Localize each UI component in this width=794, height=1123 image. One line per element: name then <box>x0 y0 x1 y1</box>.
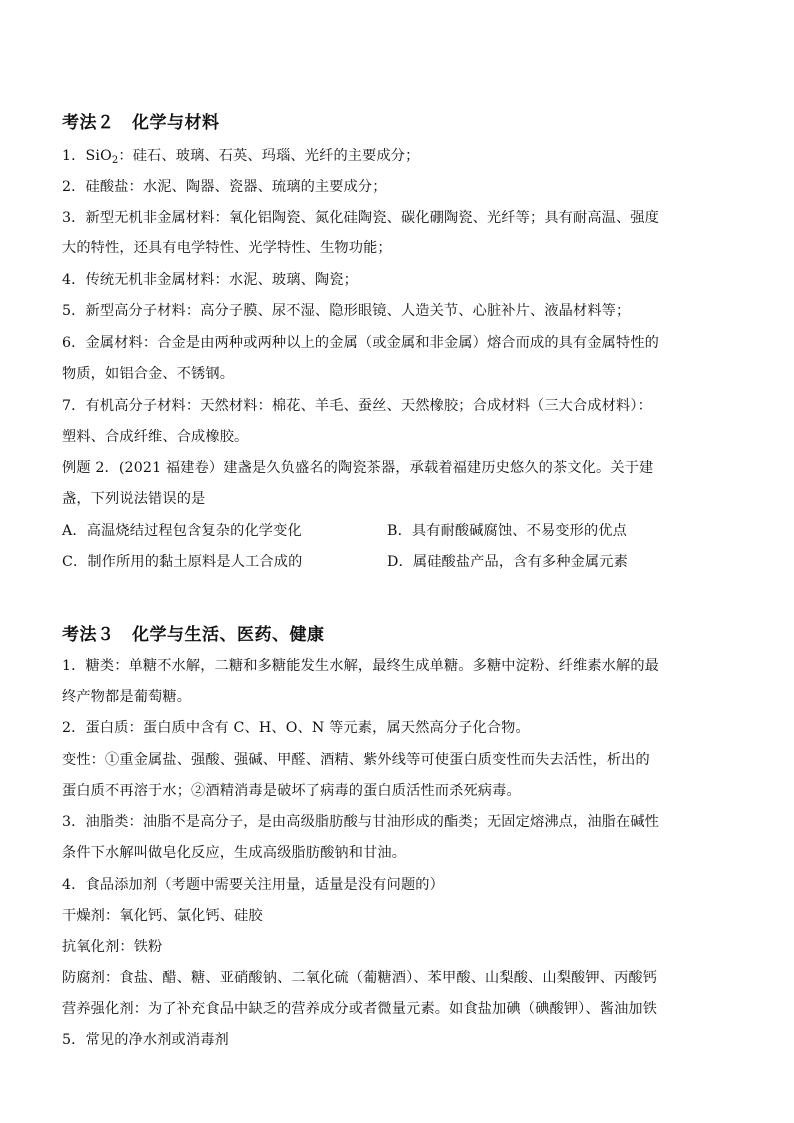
example-question-line-1: 例题 2．(2021 福建卷）建盏是久负盛名的陶瓷茶器，承载着福建历史悠久的茶文化。关于建 <box>62 460 654 476</box>
s2-item-3-line-1: 3．新型无机非金属材料：氧化铝陶瓷、氮化硅陶瓷、碳化硼陶瓷、光纤等；具有耐高温、强度 <box>62 210 660 226</box>
s3-preservative: 防腐剂：食盐、醋、糖、亚硝酸钠、二氧化硫（葡糖酒）、苯甲酸、山梨酸、山梨酸钾、丙酸钙 <box>62 970 658 986</box>
s2-item-1-sub: 2 <box>111 155 119 166</box>
s2-item-3-line-2: 大的特性，还具有电学特性、光学特性、生物功能； <box>62 240 392 256</box>
s3-fortifier: 营养强化剂：为了补充食品中缺乏的营养成分或者微量元素。如食盐加碘（碘酸钾）、酱油加铁 <box>62 1001 658 1017</box>
option-b: B．具有耐酸碱腐蚀、不易变形的优点 <box>387 523 627 539</box>
s3-desiccant: 干燥剂：氧化钙、氯化钙、硅胶 <box>62 908 263 924</box>
section-3-heading: 考法３ 化学与生活、医药、健康 <box>62 625 325 645</box>
s3-item-1-line-1: 1．糖类：单糖不水解，二糖和多糖能发生水解，最终生成单糖。多糖中淀粉、纤维素水解的最 <box>62 658 660 674</box>
s3-item-1-line-2: 终产物都是葡萄糖。 <box>62 689 192 705</box>
s2-item-6-line-1: 6．金属材料：合金是由两种或两种以上的金属（或金属和非金属）熔合而成的具有金属特性的 <box>62 335 660 351</box>
s3-item-3-line-1: 3．油脂类：油脂不是高分子，是由高级脂肪酸与甘油形成的酯类；无固定熔沸点，油脂在碱性 <box>62 814 660 830</box>
s2-item-6-line-2: 物质，如铝合金、不锈钢。 <box>62 366 235 382</box>
section-2-heading: 考法２ 化学与材料 <box>62 113 220 133</box>
option-c: C．制作所用的黏土原料是人工合成的 <box>62 554 303 570</box>
s3-denature-line-1: 变性：①重金属盐、强酸、强碱、甲醛、酒精、紫外线等可使蛋白质变性而失去活性，析出的 <box>62 752 650 768</box>
s3-denature-line-2: 蛋白质不再溶于水；②酒精消毒是破坏了病毒的蛋白质活性而杀死病毒。 <box>62 783 521 799</box>
example-question-line-2: 盏，下列说法错误的是 <box>62 491 206 507</box>
s3-item-4: 4．食品添加剂（考题中需要关注用量，适量是没有问题的） <box>62 877 444 893</box>
s2-item-4: 4．传统无机非金属材料：水泥、玻璃、陶瓷； <box>62 272 358 288</box>
s2-item-1 <box>62 146 419 171</box>
option-d: D．属硅酸盐产品，含有多种金属元素 <box>387 554 628 570</box>
s2-item-2: 2．硅酸盐：水泥、陶器、瓷器、琉璃的主要成分； <box>62 179 387 195</box>
s2-item-5: 5．新型高分子材料：高分子膜、尿不湿、隐形眼镜、人造关节、心脏补片、液晶材料等； <box>62 303 631 319</box>
s3-item-2: 2．蛋白质：蛋白质中含有 C、H、O、N 等元素，属天然高分子化合物。 <box>62 720 530 736</box>
s3-antioxidant: 抗氧化剂：铁粉 <box>62 939 163 955</box>
s2-item-7-line-2: 塑料、合成纤维、合成橡胶。 <box>62 429 249 445</box>
s3-item-3-line-2: 条件下水解叫做皂化反应，生成高级脂肪酸钠和甘油。 <box>62 845 407 861</box>
s2-item-1-post: ：硅石、玻璃、石英、玛瑙、光纤的主要成分； <box>118 148 420 164</box>
option-a: A．高温烧结过程包含复杂的化学变化 <box>62 523 302 539</box>
s3-item-5: 5．常见的净水剂或消毒剂 <box>62 1032 229 1048</box>
s2-item-1-pre: 1．SiO <box>62 148 112 164</box>
s2-item-7-line-1: 7．有机高分子材料：天然材料：棉花、羊毛、蚕丝、天然橡胶；合成材料（三大合成材料）： <box>62 398 652 414</box>
